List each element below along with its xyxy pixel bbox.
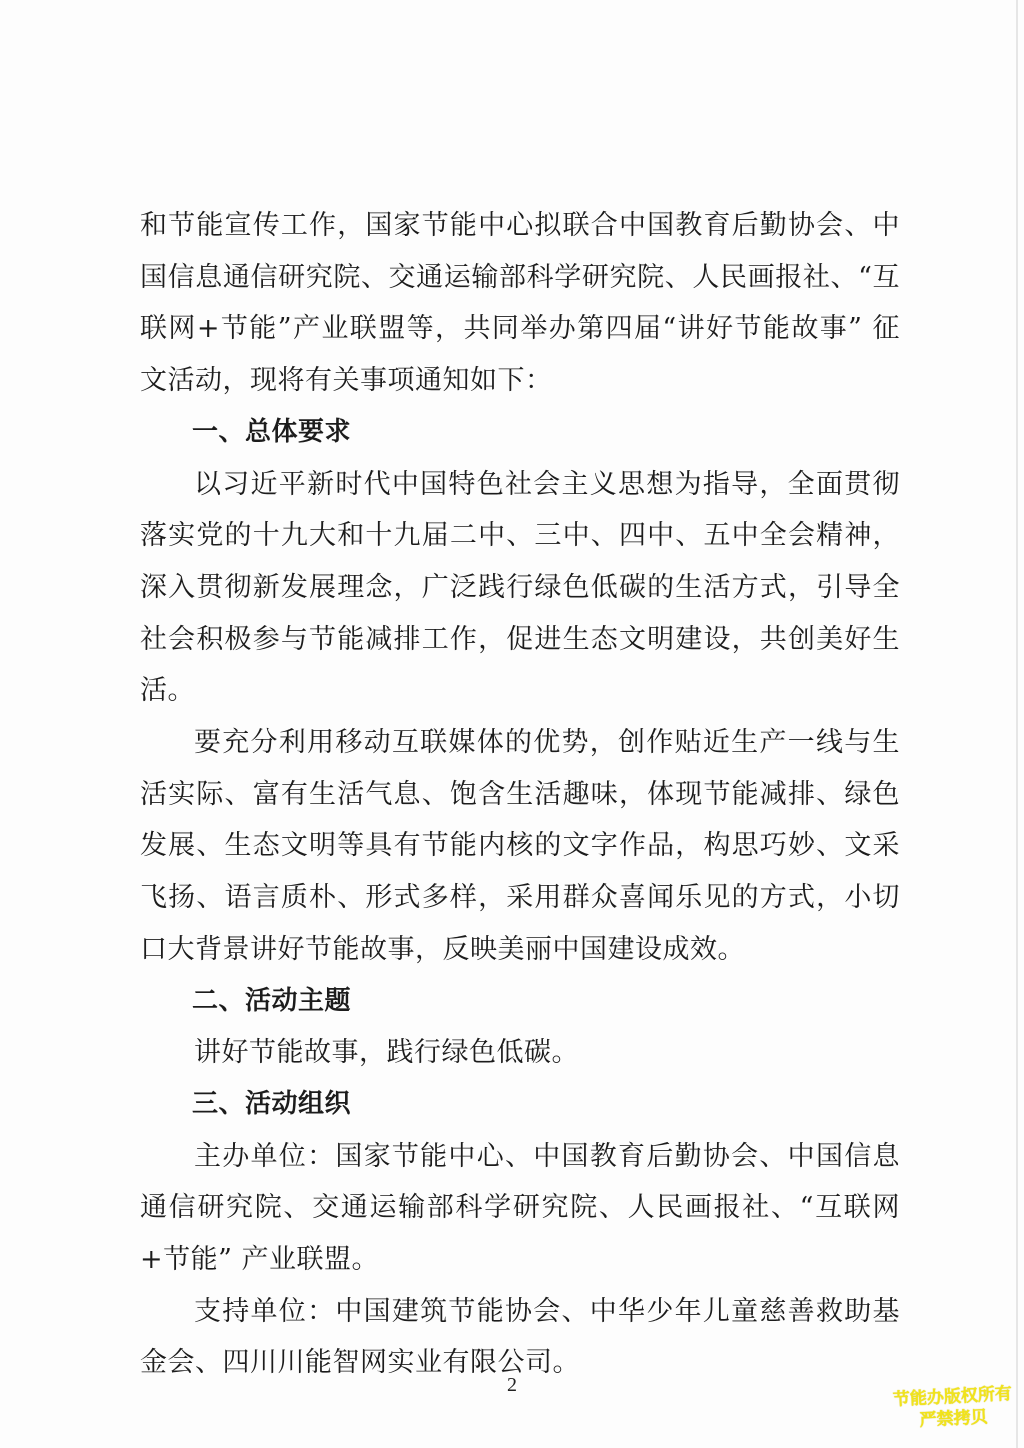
- general-requirements-paragraph-2: 要充分利用移动互联媒体的优势，创作贴近生产一线与生活实际、富有生活气息、饱含生活趣味，体现节能减排、绿色发展、生态文明等具有节能内核的文字作品，构思巧妙、文采飞扬、语言质朴、形式多样，采用群众喜闻乐见的方式，小切口大背景讲好节能故事，反映美丽中国建设成效。: [140, 727, 900, 965]
- watermark-line-2: 严禁拷贝: [919, 1407, 989, 1431]
- activity-theme-paragraph: 讲好节能故事，践行绿色低碳。: [194, 1037, 579, 1069]
- page-number: 2: [507, 1374, 517, 1396]
- section-heading-general-requirements: 一、总体要求: [192, 416, 352, 447]
- watermark-line-1: 节能办版权所有: [892, 1383, 1013, 1411]
- copyright-watermark: [887, 1383, 1019, 1434]
- document-body: [140, 200, 900, 1389]
- section-heading-activity-theme: 二、活动主题: [192, 985, 352, 1016]
- section-heading-activity-organization: 三、活动组织: [192, 1088, 352, 1119]
- page-edge-shadow: [1016, 0, 1018, 1448]
- supporters-paragraph: 支持单位：中国建筑节能协会、中华少年儿童慈善救助基金会、四川川能智网实业有限公司。: [140, 1295, 900, 1379]
- intro-paragraph: 和节能宣传工作，国家节能中心拟联合中国教育后勤协会、中国信息通信研究院、交通运输部科学研究院、人民画报社、“互联网+节能”产业联盟等，共同举办第四届“讲好节能故事” 征文活动，现将有关事项通知如下：: [140, 210, 900, 397]
- general-requirements-paragraph-1: 以习近平新时代中国特色社会主义思想为指导，全面贯彻落实党的十九大和十九届二中、三中、四中、五中全会精神，深入贯彻新发展理念，广泛践行绿色低碳的生活方式，引导全社会积极参与节能减排工作，促进生态文明建设，共创美好生活。: [140, 468, 900, 707]
- organizers-paragraph: 主办单位：国家节能中心、中国教育后勤协会、中国信息通信研究院、交通运输部科学研究院、人民画报社、“互联网+节能” 产业联盟。: [140, 1140, 900, 1276]
